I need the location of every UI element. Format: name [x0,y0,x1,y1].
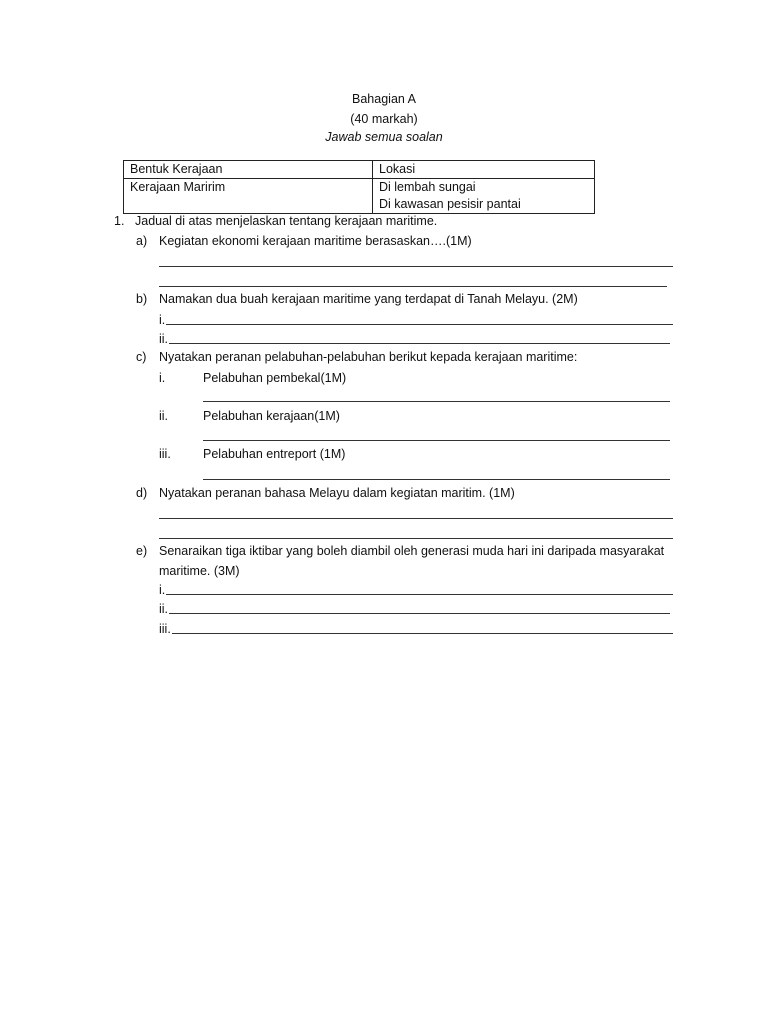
part-e-answer-i-label: i. [159,583,166,597]
lokasi-line-1: Di lembah sungai [379,180,476,194]
table-header-row [124,161,595,179]
table-header-bentuk: Bentuk Kerajaan [124,161,373,179]
part-a-question: Kegiatan ekonomi kerajaan maritime berasaskan….(1M) [159,234,472,248]
answer-line-e-i[interactable] [166,594,673,595]
part-c-item-ii-num: ii. [159,409,169,423]
part-c-label: c) [136,350,147,364]
lokasi-line-2: Di kawasan pesisir pantai [379,197,521,211]
answer-line-c-ii[interactable] [203,440,670,441]
part-e-answer-ii-label: ii. [159,602,169,616]
part-b-label: b) [136,292,148,306]
answer-line-e-iii[interactable] [172,633,673,634]
part-c-item-iii-text: Pelabuhan entreport (1M) [203,447,346,461]
part-e-label: e) [136,544,148,558]
section-marks: (40 markah) [350,112,418,126]
part-e-question: Senaraikan tiga iktibar yang boleh diambil oleh generasi muda hari ini daripada masyarakat [159,544,665,558]
part-e-question-cont: maritime. (3M) [159,564,240,578]
answer-line-c-i[interactable] [203,401,670,402]
answer-line-b-ii[interactable] [169,343,670,344]
table-header-lokasi: Lokasi [373,161,595,179]
section-title: Bahagian A [352,92,416,106]
answer-line-e-ii[interactable] [169,613,670,614]
answer-line-d-1[interactable] [159,518,673,519]
part-c-item-i-text: Pelabuhan pembekal(1M) [203,371,347,385]
part-c-question: Nyatakan peranan pelabuhan-pelabuhan berikut kepada kerajaan maritime: [159,350,578,364]
answer-line-b-i[interactable] [166,324,673,325]
part-e-answer-iii-label: iii. [159,622,171,636]
part-c-item-i-num: i. [159,371,166,385]
answer-line-a-2[interactable] [159,286,667,287]
part-c-item-ii-text: Pelabuhan kerajaan(1M) [203,409,340,423]
part-c-item-iii-num: iii. [159,447,171,461]
question-stem: Jadual di atas menjelaskan tentang kerajaan maritime. [135,214,438,228]
part-d-label: d) [136,486,148,500]
part-b-question: Namakan dua buah kerajaan maritime yang terdapat di Tanah Melayu. (2M) [159,292,578,306]
part-d-question: Nyatakan peranan bahasa Melayu dalam kegiatan maritim. (1M) [159,486,515,500]
section-instruction: Jawab semua soalan [325,130,443,144]
part-b-answer-ii-label: ii. [159,332,169,346]
question-number: 1. [114,214,125,228]
part-b-answer-i-label: i. [159,313,166,327]
table-cell-bentuk: Kerajaan Maririm [124,179,373,214]
answer-line-c-iii[interactable] [203,479,670,480]
table-cell-lokasi [373,179,595,214]
answer-line-a-1[interactable] [159,266,673,267]
table-row [124,179,595,214]
kingdom-table [123,160,595,214]
answer-line-d-2[interactable] [159,538,673,539]
part-a-label: a) [136,234,148,248]
